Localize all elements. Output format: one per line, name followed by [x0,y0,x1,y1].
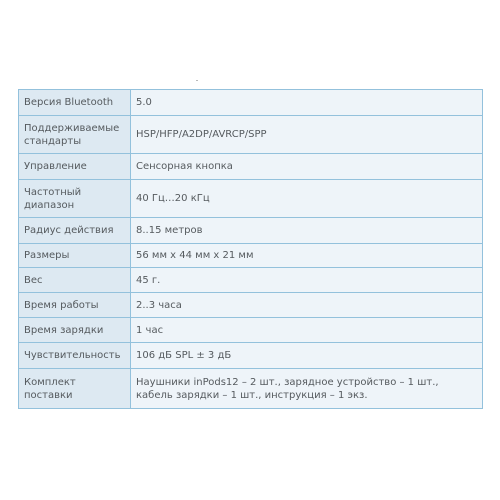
spec-label: Вес [19,268,131,293]
table-row [19,154,483,180]
spec-label: Время зарядки [19,318,131,343]
spec-value: 2..3 часа [131,293,483,318]
table-row [19,90,483,116]
table-row [19,369,483,409]
spec-value: 40 Гц…20 кГц [131,180,483,218]
spec-table [18,89,483,409]
spec-label: Размеры [19,244,131,268]
spec-value: Сенсорная кнопка [131,154,483,180]
table-row [19,343,483,369]
table-row [19,318,483,343]
decorative-dot [196,80,198,81]
spec-value: 45 г. [131,268,483,293]
table-row [19,180,483,218]
spec-value: Наушники inPods12 – 2 шт., зарядное устройство – 1 шт., кабель зарядки – 1 шт., инструкция – 1 экз. [131,369,483,409]
spec-value: 8..15 метров [131,218,483,244]
spec-label: Радиус действия [19,218,131,244]
spec-label: Комплект поставки [19,369,131,409]
spec-value: 56 мм х 44 мм х 21 мм [131,244,483,268]
table-row [19,268,483,293]
spec-label: Поддерживаемые стандарты [19,116,131,154]
table-row [19,218,483,244]
spec-label: Версия Bluetooth [19,90,131,116]
spec-value: 1 час [131,318,483,343]
spec-label: Управление [19,154,131,180]
spec-value: 106 дБ SPL ± 3 дБ [131,343,483,369]
spec-value: 5.0 [131,90,483,116]
spec-value: HSP/HFP/A2DP/AVRCP/SPP [131,116,483,154]
table-row [19,116,483,154]
table-row [19,244,483,268]
spec-label: Время работы [19,293,131,318]
spec-label: Частотный диапазон [19,180,131,218]
spec-label: Чувствительность [19,343,131,369]
table-row [19,293,483,318]
